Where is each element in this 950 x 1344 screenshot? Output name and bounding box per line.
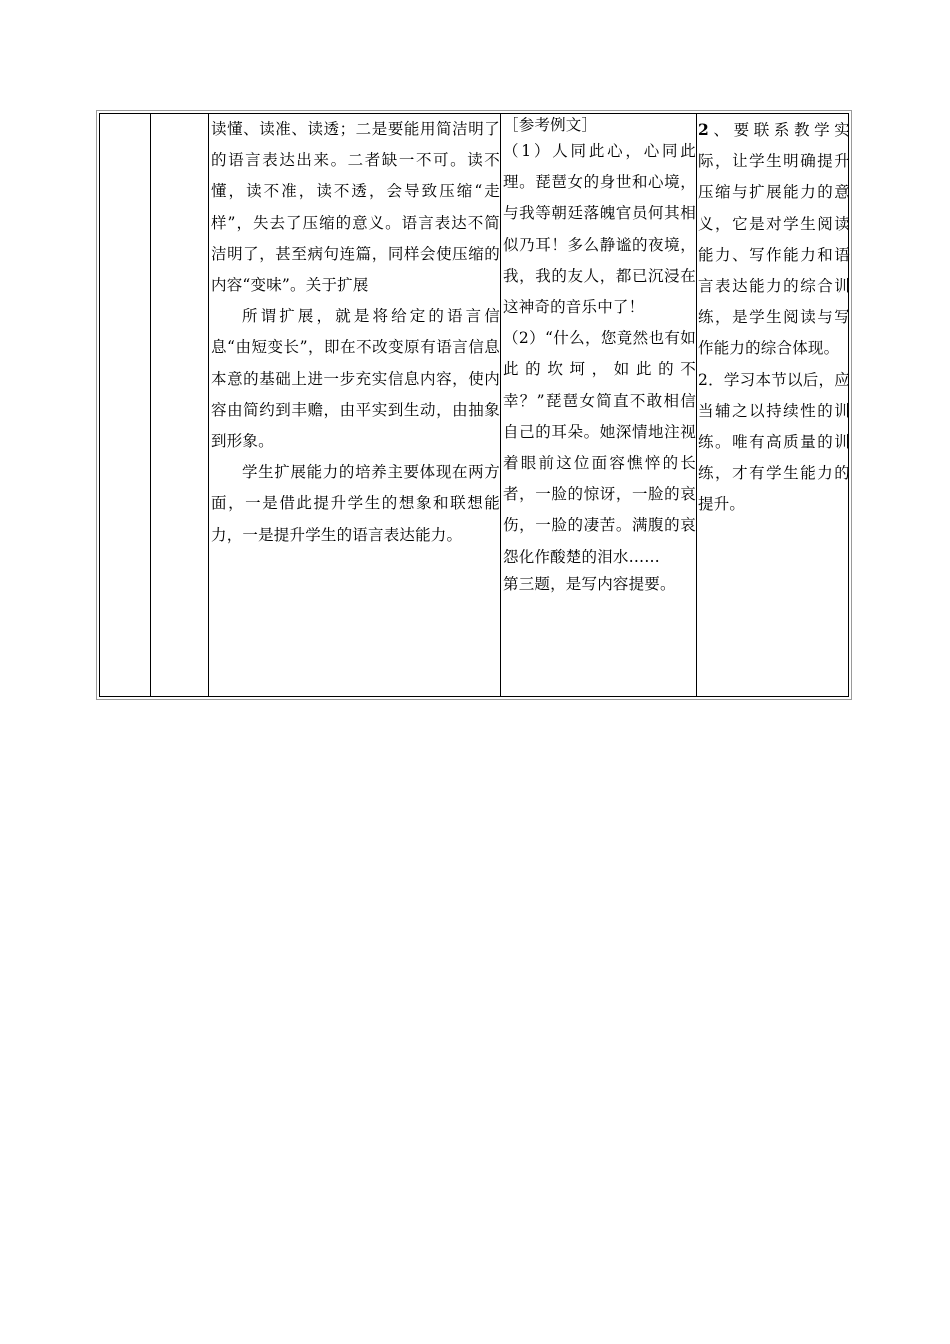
table-inner-border bbox=[99, 113, 849, 697]
table-column-examples bbox=[501, 114, 697, 696]
table-column-content bbox=[209, 114, 501, 696]
content-text bbox=[209, 114, 500, 551]
notes-paragraph-1-text: 、要联系教学实际，让学生明确提升压缩与扩展能力的意义，它是对学生阅读能力、写作能力和语言表达能力的综合训练，是学生阅读与写作能力的综合体现。 bbox=[698, 121, 850, 358]
table-column-2 bbox=[151, 114, 209, 696]
content-paragraph-1: 读懂、读准、读透；二是要能用简洁明了的语言表达出来。二者缺一不可。读不懂，读不准，读不透，会导致压缩“走样”，失去了压缩的意义。语言表达不简洁明了，甚至病句连篇，同样会使压缩的内容“变味”。关于扩展 bbox=[211, 120, 500, 295]
content-paragraph-3: 学生扩展能力的培养主要体现在两方面，一是借此提升学生的想象和联想能力，一是提升学生的语言表达能力。 bbox=[211, 463, 500, 544]
notes-paragraph-2: 2．学习本节以后，应当辅之以持续性的训练。唯有高质量的训练，才有学生能力的提升。 bbox=[698, 370, 850, 514]
notes-text bbox=[697, 114, 850, 521]
examples-paragraph-1: （1）人同此心，心同此理。琵琶女的身世和心境，与我等朝廷落魄官员何其相似乃耳！多么静谧的夜境，我，我的友人，都已沉浸在这神奇的音乐中了！ bbox=[503, 142, 696, 317]
examples-heading: ［参考例文］ bbox=[503, 116, 598, 134]
notes-number-1: 2 bbox=[698, 120, 709, 139]
table-column-notes bbox=[697, 114, 850, 696]
lesson-table bbox=[96, 110, 852, 700]
content-paragraph-2: 所谓扩展，就是将给定的语言信息“由短变长”，即在不改变原有语言信息本意的基础上进一步充实信息内容，使内容由简约到丰赡，由平实到生动，由抽象到形象。 bbox=[211, 307, 500, 451]
examples-paragraph-3: 第三题，是写内容提要。 bbox=[503, 574, 676, 593]
table-column-1 bbox=[100, 114, 151, 696]
examples-paragraph-2: （2）“什么，您竟然也有如此的坎坷，如此的不幸？”琵琶女简直不敢相信自己的耳朵。她深情地注视着眼前这位面容憔悴的长者，一脸的惊讶，一脸的哀伤，一脸的凄苦。满腹的哀怨化作酸楚的泪水…… bbox=[503, 329, 696, 566]
notes-paragraph-1 bbox=[698, 114, 850, 365]
examples-text bbox=[501, 114, 696, 595]
